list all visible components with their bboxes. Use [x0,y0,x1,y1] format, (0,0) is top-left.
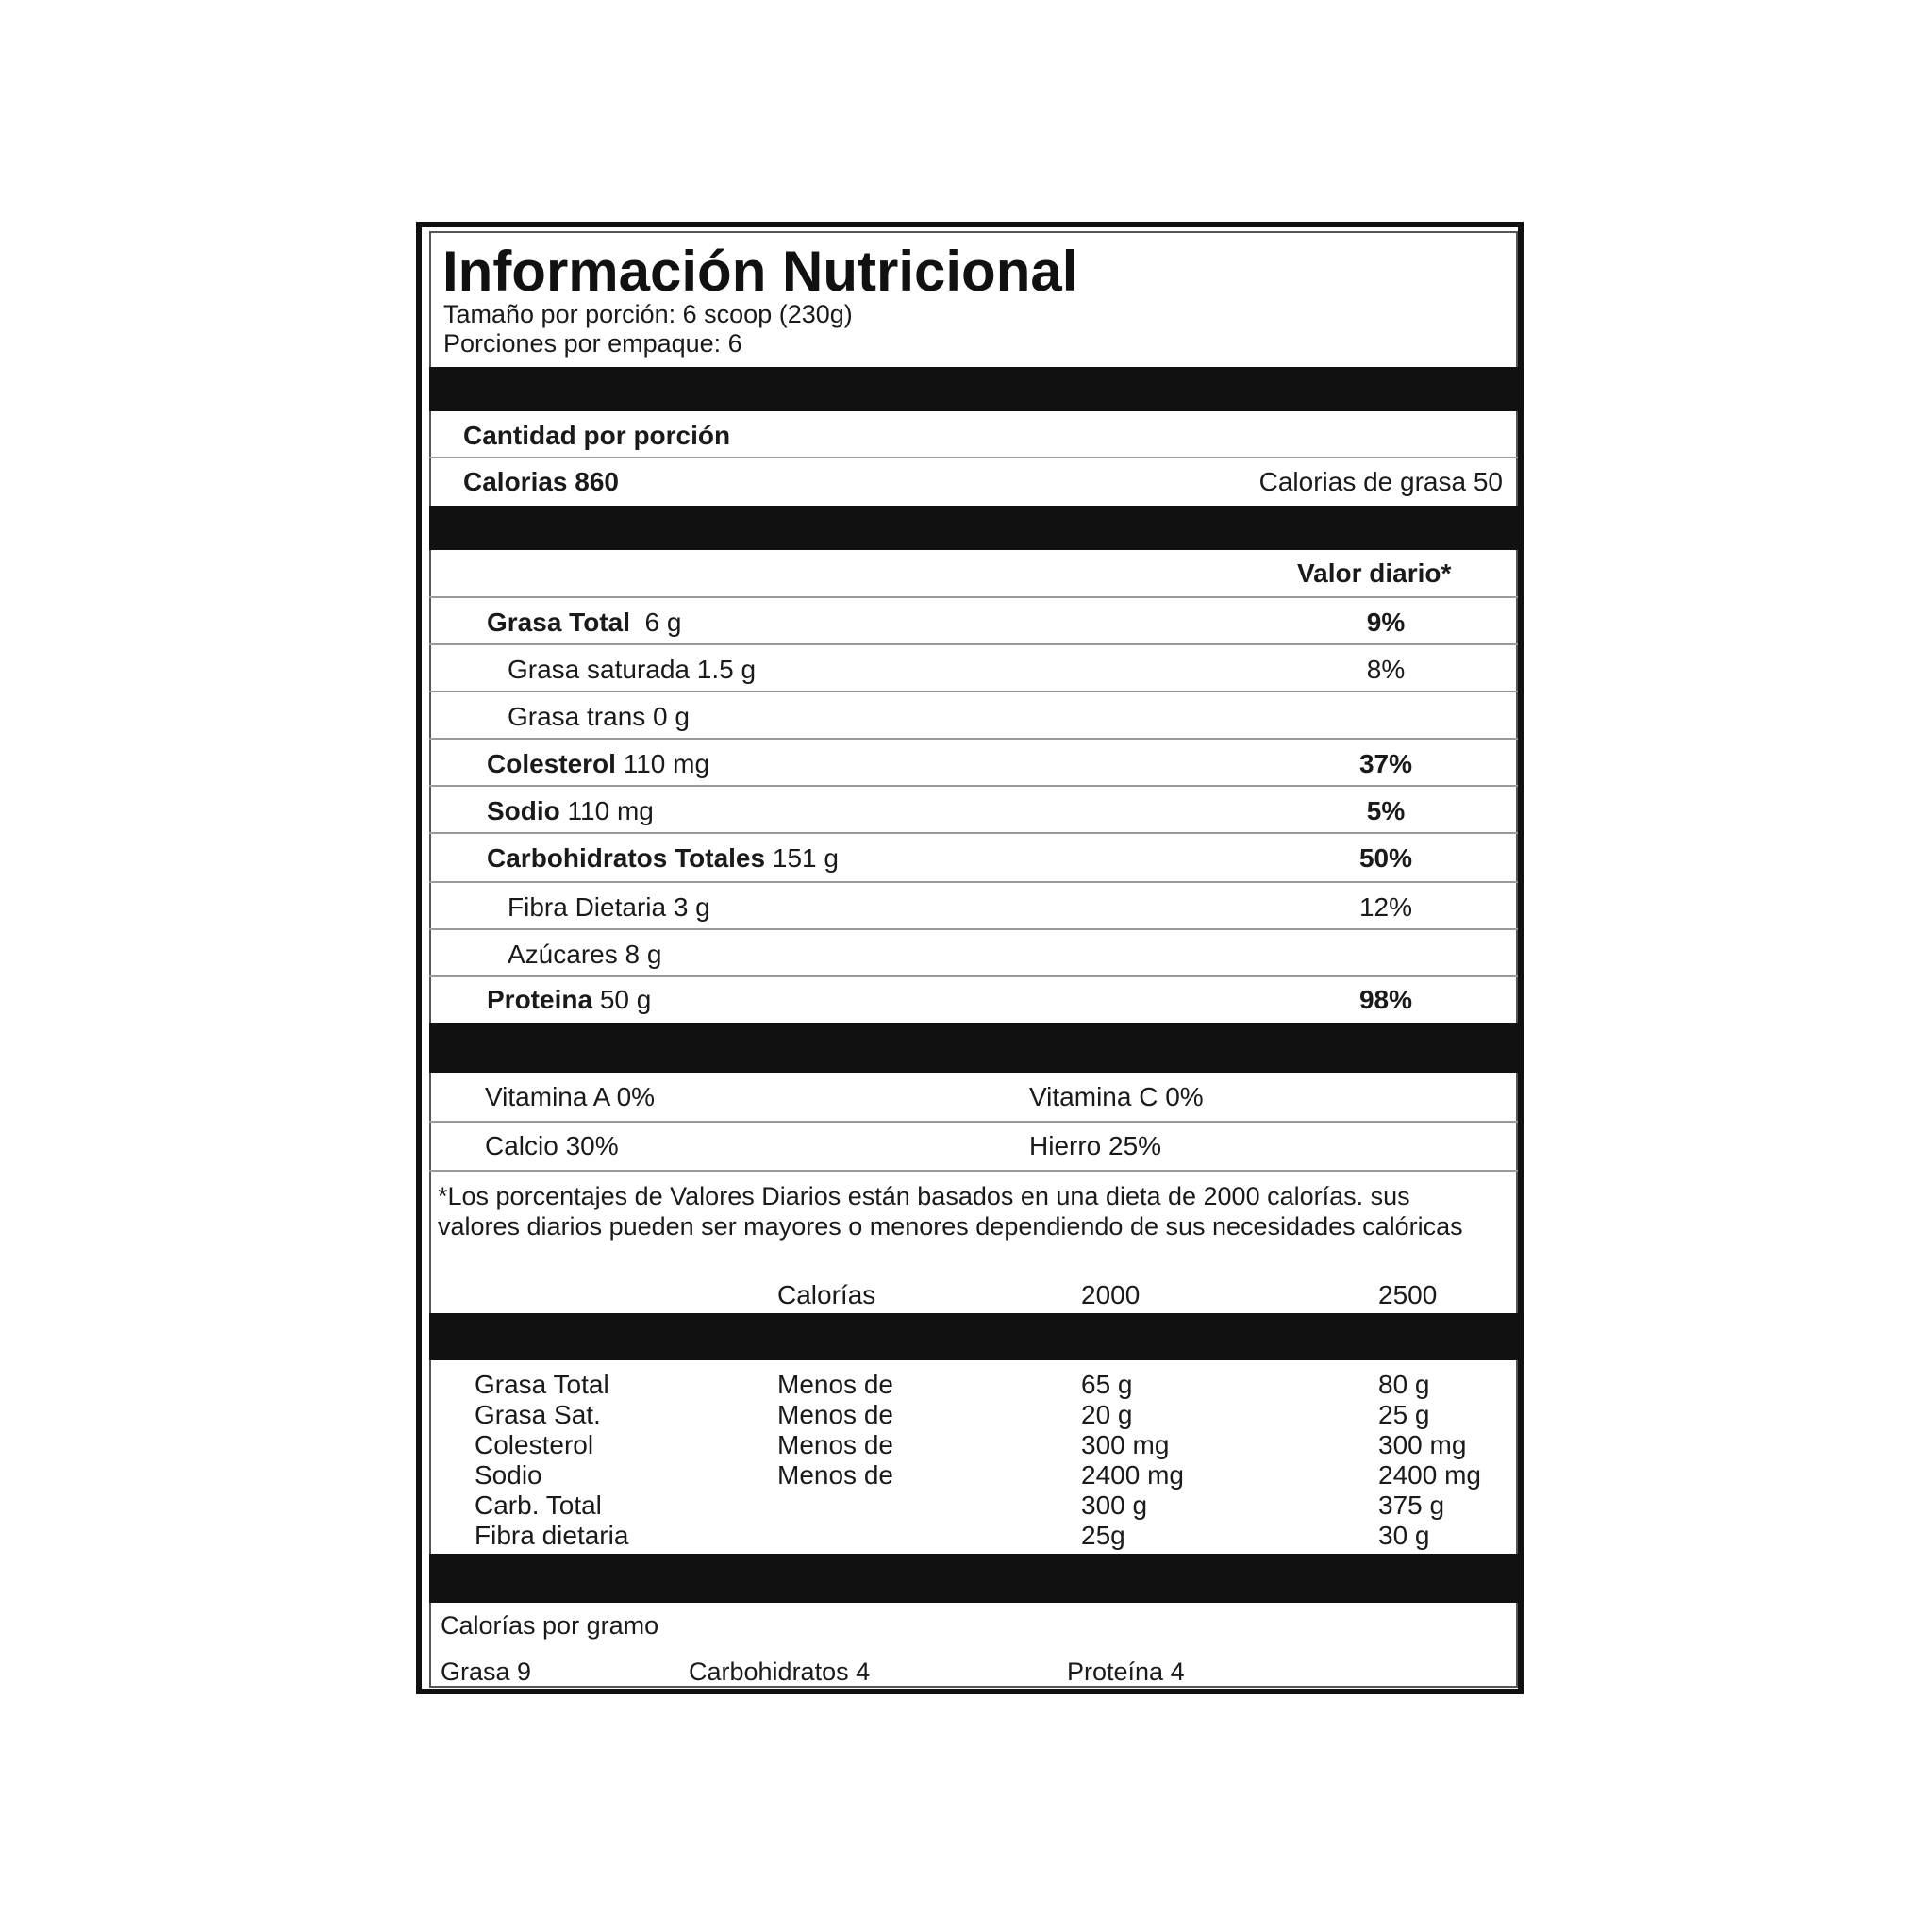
ref-cell: 25 g [1378,1400,1430,1429]
servings-per-container: Porciones por empaque: 6 [443,329,742,358]
divider-bar [429,1554,1518,1603]
nutrient-amount: 6 g [644,608,682,637]
row-divider [429,832,1518,834]
ref-cell: 300 g [1081,1491,1148,1520]
amount-per-serving: Cantidad por porción [463,421,731,450]
nutrient-amount: 110 mg [567,796,654,825]
vitamin-c: Vitamina C 0% [1029,1082,1204,1111]
ref-cell: 30 g [1378,1521,1430,1550]
row-divider [429,596,1518,598]
vitamin-a: Vitamina A 0% [485,1082,656,1111]
ref-cell: 2400 mg [1081,1460,1184,1490]
ref-cell: Grasa Total [475,1370,609,1399]
ref-cell: 375 g [1378,1491,1445,1520]
ref-cell: Grasa Sat. [475,1400,601,1429]
ref-col-qualifier [777,1370,893,1491]
ref-cell: 65 g [1081,1370,1133,1399]
nutrient-amount: 50 g [599,985,652,1014]
nutrient-name: Carbohidratos Totales [487,843,766,873]
ref-header-calories: Calorías [777,1280,876,1309]
ref-cell: 300 mg [1378,1430,1467,1459]
nutrient-name: Sodio [487,796,560,825]
ref-col-nutrient [475,1370,628,1551]
ref-header-2000: 2000 [1081,1280,1141,1309]
row-divider [429,785,1518,787]
ref-cell: Menos de [777,1370,893,1399]
nutrient-amount: 110 mg [623,749,710,778]
footnote-line-1: *Los porcentajes de Valores Diarios están basados en una dieta de 2000 calorías. sus [438,1182,1410,1210]
nutrient-dv: 37% [1358,749,1413,778]
ref-cell: Colesterol [475,1430,594,1459]
row-divider [429,881,1518,883]
ref-cell: 25g [1081,1521,1125,1550]
row-divider [429,1121,1518,1123]
ref-header-2500: 2500 [1378,1280,1438,1309]
nutrient-dv: 9% [1366,608,1406,637]
ref-cell: Menos de [777,1430,893,1459]
nutrient-name: Grasa trans 0 g [508,702,690,731]
row-divider [429,928,1518,930]
nutrient-name: Grasa saturada 1.5 g [508,655,757,684]
nutrient-name: Fibra Dietaria 3 g [508,892,710,922]
nutrient-name: Azúcares 8 g [508,940,662,969]
nutrient-dv: 8% [1366,655,1406,684]
row-divider [429,975,1518,977]
carbs-per-gram: Carbohidratos 4 [689,1657,871,1686]
ref-cell: 2400 mg [1378,1460,1481,1490]
nutrient-dv: 5% [1366,796,1406,825]
row-divider [429,1170,1518,1172]
nutrient-dv: 98% [1358,985,1413,1014]
ref-cell: Menos de [777,1400,893,1429]
ref-col-2500 [1378,1370,1481,1551]
ref-cell: 20 g [1081,1400,1133,1429]
fat-per-gram: Grasa 9 [441,1657,532,1686]
ref-cell: 80 g [1378,1370,1430,1399]
divider-bar [429,1023,1518,1073]
nutrient-name: Colesterol [487,749,616,778]
ref-cell: Menos de [777,1460,893,1490]
row-divider [429,643,1518,645]
row-divider [429,738,1518,740]
footnote-line-2: valores diarios pueden ser mayores o menores dependiendo de sus necesidades calóricas [438,1212,1463,1241]
ref-cell: 300 mg [1081,1430,1170,1459]
divider-bar [429,506,1518,550]
calories-from-fat: Calorias de grasa 50 [1258,467,1503,496]
nutrient-dv: 50% [1358,843,1413,873]
ref-cell: Carb. Total [475,1491,602,1520]
divider-bar [429,1313,1518,1360]
nutrient-name: Grasa Total [487,608,630,637]
ref-cell: Fibra dietaria [475,1521,629,1550]
divider-bar [429,367,1518,411]
nutrient-name: Proteina [487,985,593,1014]
nutrient-amount: 151 g [772,843,839,873]
nutrient-dv: 12% [1358,892,1413,922]
calcium: Calcio 30% [485,1131,619,1160]
label-title: Información Nutricional [442,240,1078,303]
row-divider [429,457,1518,458]
iron: Hierro 25% [1029,1131,1162,1160]
serving-size: Tamaño por porción: 6 scoop (230g) [443,300,853,328]
ref-cell: Sodio [475,1460,542,1490]
daily-value-header: Valor diario* [1297,558,1452,588]
protein-per-gram: Proteína 4 [1067,1657,1185,1686]
ref-col-2000 [1081,1370,1184,1551]
calories-per-gram-label: Calorías por gramo [441,1611,659,1640]
calories: Calorias 860 [463,467,619,496]
row-divider [429,691,1518,692]
